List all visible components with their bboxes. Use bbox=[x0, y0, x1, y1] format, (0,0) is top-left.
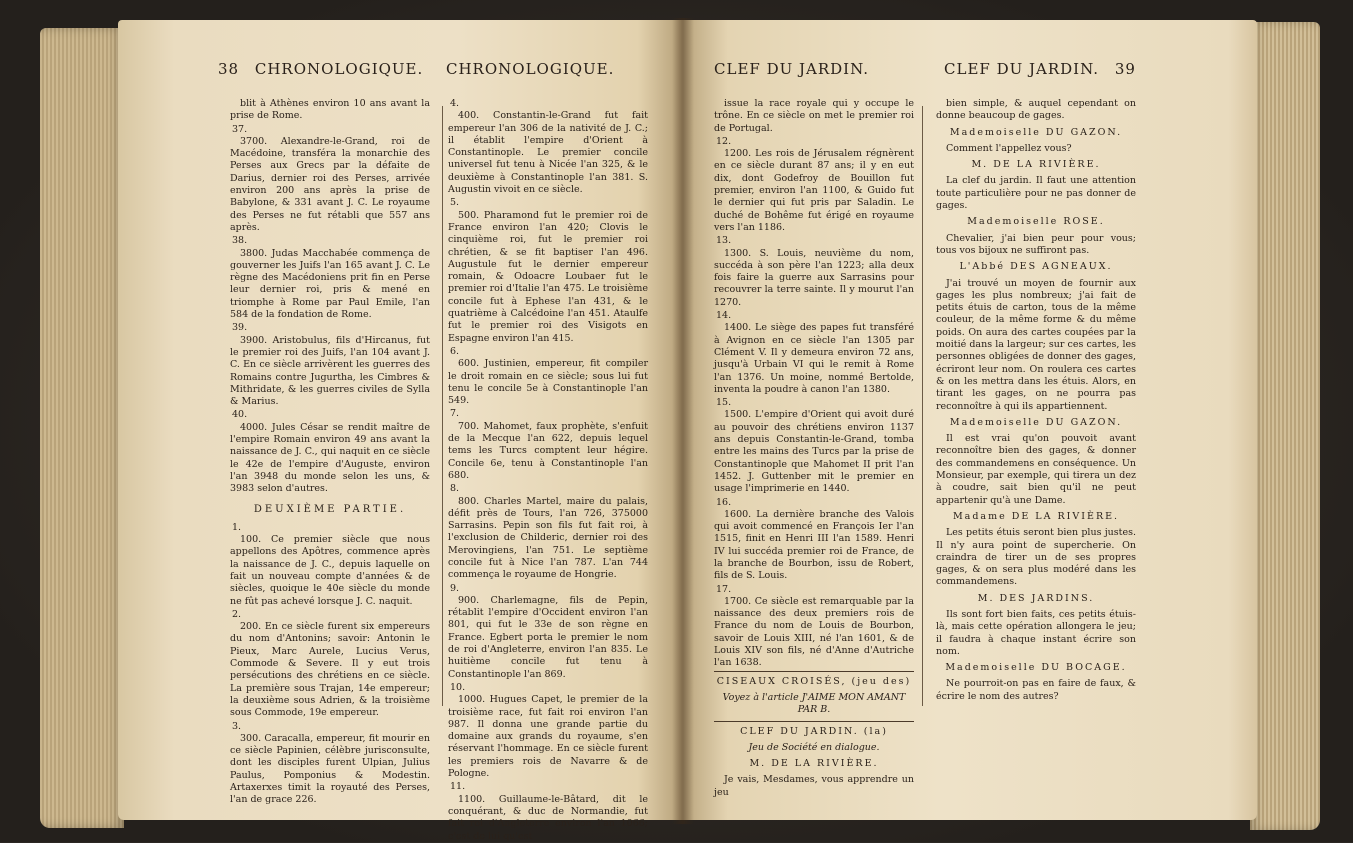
right-header-a: CLEF DU JARDIN. bbox=[714, 60, 870, 78]
speaker-name: M. DES JARDINS. bbox=[977, 592, 1095, 604]
column-rule bbox=[922, 106, 923, 706]
entry-number: 1. bbox=[232, 521, 242, 533]
paragraph: Comment l'appellez vous? bbox=[946, 142, 1072, 154]
paragraph: 700. Mahomet, faux prophète, s'enfuit de la Mecque l'an 622, depuis lequel tems les Turcs comptent leur hégire. Concile 6e, tenu à Constantinople l'an 680. bbox=[448, 420, 648, 481]
paragraph: Ne pourroit-on pas en faire de faux, & écrire le nom des autres? bbox=[936, 678, 1136, 702]
column-rule bbox=[442, 106, 443, 706]
right-column-1 bbox=[714, 98, 914, 798]
paragraph: 1300. S. Louis, neuvième du nom, succéda à son père l'an 1223; alla deux fois faire la guerre aux Sarrasins pour recouvrer la terre sainte. Il y mourut l'an 1270. bbox=[714, 247, 914, 308]
entry-number: 17. bbox=[716, 583, 732, 595]
speaker-name: M. DE LA RIVIÈRE. bbox=[971, 159, 1101, 171]
entry-number: 8. bbox=[450, 483, 460, 495]
paragraph: 600. Justinien, empereur, fit compiler le droit romain en ce siècle; sous lui fut tenu le concile 5e à Constantinople l'an 549. bbox=[448, 358, 648, 407]
entry-number: 5. bbox=[450, 197, 460, 209]
paragraph: 1400. Le siège des papes fut transféré à Avignon en ce siècle l'an 1305 par Clément V. Il y demeura environ 72 ans, jusqu'à Urbain VI qui le remit à Rome l'an 1376. Un moine, nommé Bertolde, inventa la poudre à canon l'an 1380. bbox=[714, 322, 914, 395]
section-heading: DEUXIÈME PARTIE. bbox=[253, 503, 407, 515]
italic-note: Voyez à l'article J'AIME MON AMANT PAR B. bbox=[722, 691, 906, 716]
entry-number: 15. bbox=[716, 397, 732, 409]
left-page-edges bbox=[40, 28, 124, 828]
paragraph: 800. Charles Martel, maire du palais, défit près de Tours, l'an 726, 375000 Sarrasins. Pepin son fils fut fait roi, à l'exclusion de Childeric, dernier roi des Merovingiens, l'an 751. Le septième concile fut à Nice l'an 787. L'an 744 commença le royaume de Hongrie. bbox=[448, 495, 648, 581]
rule-line bbox=[714, 671, 914, 672]
entry-number: 16. bbox=[716, 496, 732, 508]
speaker-name: CISEAUX CROISÉS, (jeu des) bbox=[716, 675, 912, 687]
page-number: 38 bbox=[218, 60, 240, 78]
paragraph: Chevalier, j'ai bien peur pour vous; tous vos bijoux ne suffiront pas. bbox=[936, 232, 1136, 256]
entry-number: 12. bbox=[716, 135, 732, 147]
speaker-name: Madame DE LA RIVIÈRE. bbox=[952, 510, 1120, 522]
entry-number: 6. bbox=[450, 345, 460, 357]
entry-number: 10. bbox=[450, 681, 466, 693]
paragraph: issue la race royale qui y occupe le trône. En ce siècle on met le premier roi de Portugal. bbox=[714, 98, 914, 134]
entry-number: 11. bbox=[450, 781, 466, 793]
entry-number: 7. bbox=[450, 408, 460, 420]
entry-number: 4. bbox=[450, 98, 460, 109]
right-column-2 bbox=[936, 98, 1136, 798]
left-header-a bbox=[218, 60, 423, 78]
left-column-1 bbox=[230, 98, 430, 806]
paragraph: 4000. Jules César se rendit maître de l'empire Romain environ 49 ans avant la naissance de J. C., qui naquit en ce siècle le 42e de l'empire d'Auguste, environ l'an 3948 du monde selon les uns, & 3983 selon d'autres. bbox=[230, 421, 430, 495]
paragraph: 1200. Les rois de Jérusalem régnèrent en ce siècle durant 87 ans; il y en eut dix, dont Godefroy de Bouillon fut premier, environ l'an 1100, & Guido fut le dernier qui fut pris par Saladin. Le duché de Bohême fut érigé en royaume vers l'an 1186. bbox=[714, 148, 914, 233]
paragraph: 300. Caracalla, empereur, fit mourir en ce siècle Papinien, célèbre jurisconsulte, dont les disciples furent Ulpian, Julius Paulus, Pomponius & Modestin. Artaxerxes timit la royauté des Perses, l'an de grace 226. bbox=[230, 732, 430, 806]
paragraph: 1000. Hugues Capet, le premier de la troisième race, fut fait roi environ l'an 987. Il donna une grande partie du domaine aux grands du royaume, s'en réservant l'hommage. En ce siècle furent les premiers rois de Navarre & de Pologne. bbox=[448, 694, 648, 780]
entry-number: 9. bbox=[450, 582, 460, 594]
speaker-name: M. DE LA RIVIÈRE. bbox=[749, 758, 879, 770]
paragraph: 3800. Judas Macchabée commença de gouverner les Juifs l'an 165 avant J. C. Le règne des Macédoniens prit fin en Perse leur dernier roi, pris & mené en triomphe à Rome par Paul Emile, l'an 584 de la fondation de Rome. bbox=[230, 247, 430, 321]
speaker-name: Mademoiselle DU BOCAGE. bbox=[945, 662, 1127, 674]
entry-number: 14. bbox=[716, 310, 732, 322]
speaker-name: L'Abbé DES AGNEAUX. bbox=[959, 261, 1113, 273]
paragraph: 200. En ce siècle furent six empereurs du nom d'Antonins; savoir: Antonin le Pieux, Marc Aurele, Lucius Verus, Commode & Severe. Il y eut trois persécutions des chrétiens en ce siècle. La première sous Trajan, 14e empereur; la deuxième sous Adrien, & la troisième sous Commode, 19e empereur. bbox=[230, 621, 430, 719]
paragraph: bien simple, & auquel cependant on donne beaucoup de gages. bbox=[936, 98, 1136, 122]
paragraph: 100. Ce premier siècle que nous appellons des Apôtres, commence après la naissance de J. C., depuis laquelle on fait un nouveau compte d'années & de siècles, quoique le 40e siècle du monde ne fût pas achevé lorsque J. C. naquit. bbox=[230, 534, 430, 607]
paragraph: 1100. Guillaume-le-Bâtard, dit le conquérant, & duc de Normandie, fut fait roi d'Angleterre environ l'an 1066; c'est de lui qu'est bbox=[448, 793, 648, 842]
speaker-name: Mademoiselle DU GAZON. bbox=[949, 126, 1123, 138]
paragraph: Les petits étuis seront bien plus justes. Il n'y aura point de supercherie. On craindra de tirer un de ses propres gages, & on sera plus modéré dans les commandemens. bbox=[936, 527, 1136, 588]
left-header-b: CHRONOLOGIQUE. bbox=[446, 60, 615, 78]
entry-number: 13. bbox=[716, 235, 732, 247]
paragraph: 1500. L'empire d'Orient qui avoit duré au pouvoir des chrétiens environ 1137 ans depuis Constantin-le-Grand, tomba entre les mains des Turcs par la prise de Constantinople que Mahomet II prit l'an 1452. J. Guttenber mit le premier en usage l'imprimerie en 1440. bbox=[714, 409, 914, 495]
entry-number: 3. bbox=[232, 720, 242, 732]
paragraph: 400. Constantin-le-Grand fut fait empereur l'an 306 de la nativité de J. C.; il établit l'empire d'Orient à Constantinople. Le premier concile universel fut tenu à Nicée l'an 325, & le deuxième à Constantinople l'an 381. S. Augustin vivoit en ce siècle. bbox=[448, 110, 648, 196]
page-number: 39 bbox=[1114, 60, 1136, 78]
paragraph: 3900. Aristobulus, fils d'Hircanus, fut le premier roi des Juifs, l'an 104 avant J. C. En ce siècle arrivèrent les guerres des Romains contre Jugurtha, les Cimbres & Mithridate, & les guerres civiles de Sylla & Marius. bbox=[230, 334, 430, 408]
paragraph: 1700. Ce siècle est remarquable par la naissance des deux premiers rois de France du nom de Louis de Bourbon, savoir de Louis XIII, né l'an 1601, & de Louis XIV son fils, né d'Anne d'Autriche l'an 1638. bbox=[714, 595, 914, 669]
right-page bbox=[682, 20, 1257, 820]
paragraph: Il est vrai qu'on pouvoit avant reconnoître bien des gages, & donner des commandemens en conséquence. Un Monsieur, par exemple, qui tirera un dez à coudre, sait bien qu'il ne peut appartenir qu'à une Dame. bbox=[936, 433, 1136, 506]
entry-number: 39. bbox=[232, 322, 248, 334]
right-header-b bbox=[944, 60, 1136, 78]
entry-number: 37. bbox=[232, 123, 248, 135]
rule-line bbox=[714, 721, 914, 722]
right-page-edges bbox=[1250, 22, 1320, 830]
book-gutter bbox=[672, 18, 694, 824]
paragraph: J'ai trouvé un moyen de fournir aux gages les plus nombreux; j'ai fait de petits étuis de carton, tous de la même couleur, de la même forme & du même poids. On aura des cartes coupées par la moitié dans la largeur; sur ces cartes, les personnes obligées de donner des gages, écriront leur nom. On roulera ces cartes & on les mettra dans les étuis. Alors, en tirant les gages, on ne pourra pas reconnoître à qui ils appartiennent. bbox=[936, 277, 1136, 412]
left-column-2 bbox=[448, 98, 648, 842]
entry-number: 38. bbox=[232, 235, 248, 247]
entry-number: 40. bbox=[232, 409, 248, 421]
paragraph: 3700. Alexandre-le-Grand, roi de Macédoine, transféra la monarchie des Perses aux Grecs par la défaite de Darius, dernier roi des Perses, arrivée environ 200 ans après la prise de Babylone, & 331 avant J. C. Le royaume des Perses ne fut rétabli que 557 ans après. bbox=[230, 135, 430, 233]
paragraph: 900. Charlemagne, fils de Pepin, rétablit l'empire d'Occident environ l'an 801, qui fut le 33e de son règne en France. Egbert porta le premier le nom de roi d'Angleterre, environ l'an 835. Le huitième concile fut tenu à Constantinople l'an 869. bbox=[448, 594, 648, 680]
speaker-name: Mademoiselle DU GAZON. bbox=[949, 416, 1123, 428]
paragraph: 500. Pharamond fut le premier roi de France environ l'an 420; Clovis le cinquième roi, fut le premier roi chrétien, & se fit baptiser l'an 496. Augustule fut le dernier empereur romain, & Odoacre Loubaer fut le premier roi d'Italie l'an 475. Le troisième concile fut à Ephese l'an 431, & le quatrième à Calcédoine l'an 451. Ataulfe fut le premier roi des Visigots en Espagne environ l'an 415. bbox=[448, 209, 648, 344]
paragraph: Ils sont fort bien faits, ces petits étuis-là, mais cette opération allongera le jeu; il faudra à chaque instant écrire son nom. bbox=[936, 608, 1136, 657]
speaker-name: Mademoiselle ROSE. bbox=[967, 216, 1105, 228]
italic-note: Jeu de Société en dialogue. bbox=[748, 741, 880, 753]
entry-number: 2. bbox=[232, 608, 242, 620]
paragraph: blit à Athènes environ 10 ans avant la prise de Rome. bbox=[230, 98, 430, 122]
paragraph: Je vais, Mesdames, vous apprendre un jeu bbox=[714, 774, 914, 798]
paragraph: 1600. La dernière branche des Valois qui avoit commencé en François Ier l'an 1515, finit en Henri III l'an 1589. Henri IV lui succéda premier roi de France, de la branche de Bourbon, issu de Robert, fils de S. Louis. bbox=[714, 508, 914, 582]
left-page bbox=[118, 20, 683, 842]
running-head: CLEF DU JARDIN. bbox=[944, 60, 1100, 78]
running-head: CHRONOLOGIQUE. bbox=[254, 60, 424, 78]
speaker-name: CLEF DU JARDIN. (la) bbox=[740, 725, 888, 737]
paragraph: La clef du jardin. Il faut une attention toute particulière pour ne pas donner de gages. bbox=[936, 175, 1136, 212]
